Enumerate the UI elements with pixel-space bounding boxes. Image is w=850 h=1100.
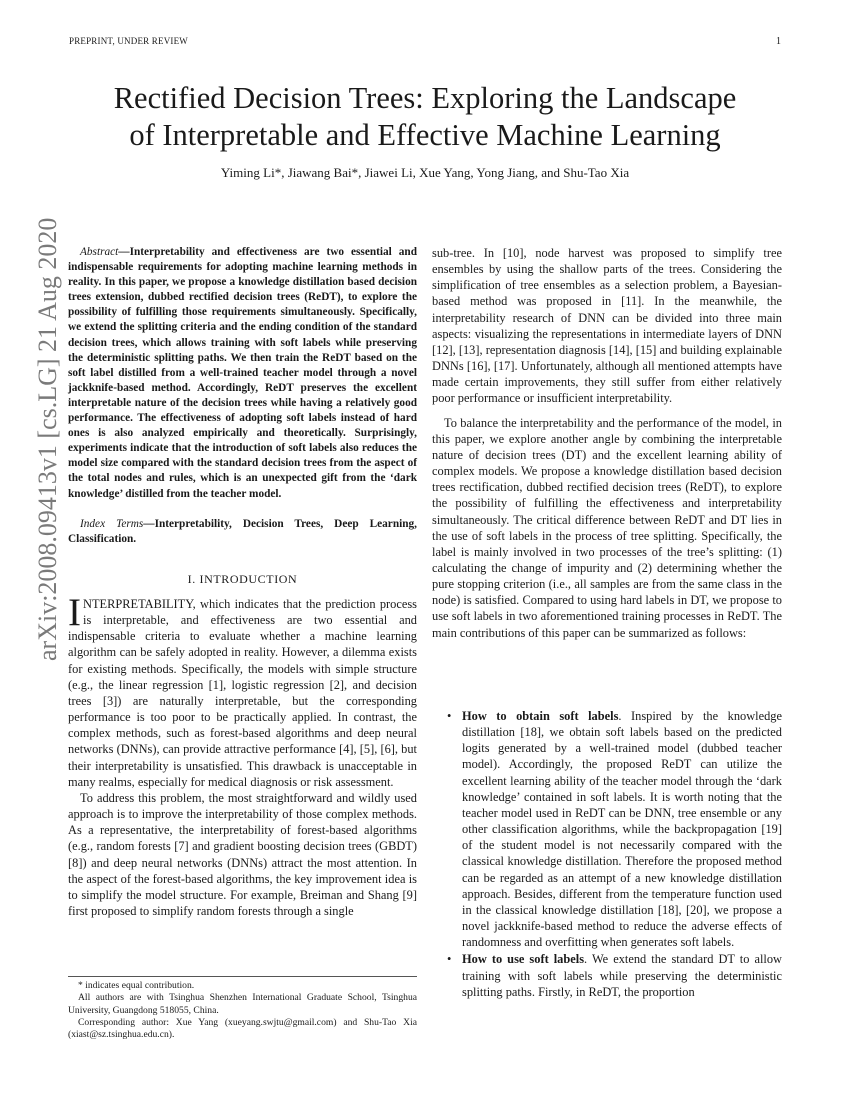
intro-paragraph-1: INTERPRETABILITY, which indicates that the prediction process is interpretable, and effectiveness are two essential and indispensable criteria to evaluate whether a machine learning algorithm can be safely adopted in reality. However, a dilemma exists for existing methods. Specifically, the models with simple structure (e.g., the linear regression [1], logistic regression [2], and decision trees [3]) are naturally interpretable, but the corresponding performance is too poor to be practically applied. In contrast, the complex methods, such as forest-based algorithms and deep neural networks (DNNs), can provide attractive performance [4], [5], [6], but their interpretability is unsatisfied. This drawback is unacceptable in many realms, especially for medical diagnosis or risk assessment. [68,591,417,789]
abstract-text: —Interpretability and effectiveness are two essential and indispensable requirements for adopting machine learning methods in reality. In this paper, we propose a knowledge distillation based decision trees extension, dubbed rectified decision trees (ReDT), to explore the possibility of fulfilling those requirements simultaneously. Specifically, we extend the splitting criteria and the ending condition of the standard decision trees, which allows training with soft labels while preserving the deterministic splitting paths. We then train the ReDT based on the soft label distilled from a well-trained teacher model through a novel jackknife-based method. Accordingly, ReDT preserves the excellent interpretable nature of the decision trees while having a relatively good performance. The effectiveness of adopting soft labels instead of hard ones is also analyzed empirically and theoretically. Surprisingly, experiments indicate that the introduction of soft labels also reduces the model size compared with the standard decision trees from the aspect of the total nodes and rules, which is an unexpected gift from the ‘dark knowledge’ distilled from the teacher model. [68,246,417,500]
abstract-lead: Abstract [80,246,119,258]
index-terms-lead: Index Terms [80,518,144,530]
bullet-icon: • [447,709,452,723]
bullet-heading: How to use soft labels [462,952,585,967]
bullet-text: . We extend the standard DT to allow training with soft labels while preserving the deterministic splitting paths. Firstly, in ReDT, the proportion [462,952,782,999]
right-paragraph-1: sub-tree. In [10], node harvest was proposed to simplify tree ensembles by using the shallow parts of the trees. Considering the simplification of tree ensembles as a selection problem, a Bayesian-based method was proposed in [11]. In the meanwhile, the interpretability research of DNN can be divided into three main aspects: visualizing the representations in intermediate layers of DNN [12], [13], representation diagnosis [14], [15] and building explainable DNNs [16], [17]. Unfortunately, although all mentioned attempts have made certain improvements, they still suffer from either relatively poor performance or insufficient interpretability. [432,246,782,406]
intro-paragraph-2: To address this problem, the most straightforward and wildly used approach is to improve the interpretability of those complex methods. As a representative, the interpretability of forest-based algorithms (e.g., random forests [7] and gradient boosting decision trees (GBDT) [8]) and deep neural networks (DNNs) attract the most attention. In the aspect of the forest-based algorithms, the key improvement idea is to simplify the model structure. For example, Breiman and Shang [9] first proposed to simplify random forests through a single [68,790,417,918]
running-header: PREPRINT, UNDER REVIEW [69,36,188,46]
title-line-1: Rectified Decision Trees: Exploring the Landscape [113,81,737,115]
section-heading-introduction: I. INTRODUCTION [187,572,298,586]
bullet-text: . Inspired by the knowledge distillation [18], we obtain soft labels based on the predicted logits generated by a well-trained model (dubbed teacher model). Accordingly, the proposed ReDT can utilize the excellent learning ability of the teacher model through the ‘dark knowledge’ contained in soft labels. It is worth noting that the teacher model used in ReDT can be DNN, tree ensemble or any other classification algorithms, while the backpropagation [19] of the student model is not necessarily compared with the classical knowledge distillation. Therefore the proposed method can be regarded as an attempt of a new knowledge distillation approach. Besides, different from the temperature function used in the classical knowledge distillation [18], [20], we propose a novel jackknife-based method to reduce the adverse effects of randomness and overfitting when generates soft labels. [462,709,782,950]
arxiv-stamp: arXiv:2008.09413v1 [cs.LG] 21 Aug 2020 [33,217,62,661]
list-item [445,708,782,950]
introduction-text [68,591,417,919]
footnote-affiliation: All authors are with Tsinghua Shenzhen International Graduate School, Tsinghua University, Guangdong 518055, China. [68,992,417,1016]
bullet-heading: How to obtain soft labels [462,709,619,723]
abstract [68,245,417,502]
index-terms-text: —Interpretability, Decision Trees, Deep Learning, Classification. [68,518,417,546]
list-item [445,951,782,999]
title-line-2: of Interpretable and Effective Machine Learning [129,118,721,152]
footnote-corresponding: Corresponding author: Xue Yang (xueyang.swjtu@gmail.com) and Shu-Tao Xia (xiast@sz.tsinghua.edu.cn). [68,1016,417,1041]
contribution-list [445,708,782,1001]
index-terms [68,517,417,547]
footnotes [68,976,417,1041]
right-column-text [432,245,782,641]
page-number: 1 [776,36,781,47]
bullet-icon: • [447,952,452,967]
footnote-equal-contribution: * indicates equal contribution. [78,980,195,991]
author-list: Yiming Li*, Jiawang Bai*, Jiawei Li, Xue Yang, Yong Jiang, and Shu-Tao Xia [220,165,630,180]
paper-title [40,80,810,154]
right-paragraph-2: To balance the interpretability and the performance of the model, in this paper, we explore another angle by combining the interpretable nature of decision trees (DT) and the excellent learning ability of complex models. We propose a knowledge distillation based decision trees rectification, dubbed rectified decision trees (ReDT), to explore the possibility of fulfilling the effectiveness and interpretability simultaneously. The critical difference between ReDT and DT lies in the use of soft labels in the process of tree splitting. Specifically, the label is mainly involved in two processes of the tree’s splitting: (1) calculating the change of impurity and (2) determining whether the pure stopping criterion (i.e., all samples are from the same class in the node) is satisfied. Compared to using hard labels in DT, we propose to use soft labels in two aforementioned training processes in ReDT. The main contributions of this paper can be summarized as follows: [432,415,782,640]
